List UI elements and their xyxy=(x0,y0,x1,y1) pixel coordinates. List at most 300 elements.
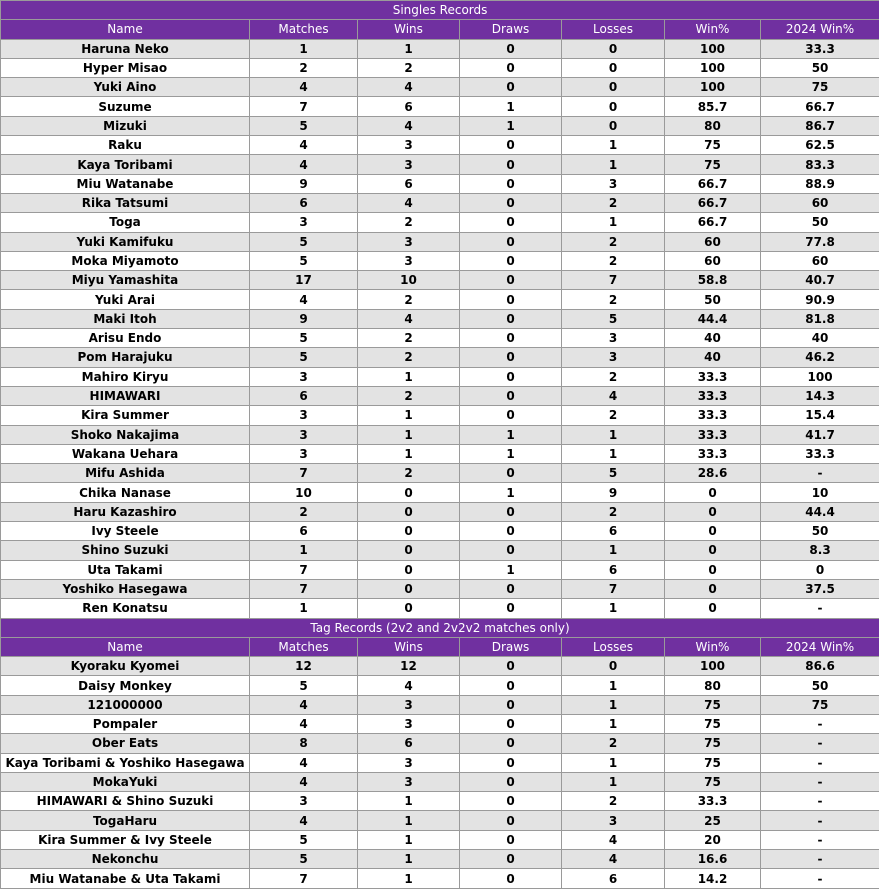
singles-cell-name: Uta Takami xyxy=(1,560,250,579)
singles-cell-losses: 5 xyxy=(562,309,665,328)
singles-cell-name: Suzume xyxy=(1,97,250,116)
tag-cell-2024-win-pct: - xyxy=(761,753,879,772)
singles-row xyxy=(1,232,879,251)
tag-cell-wins: 12 xyxy=(358,657,460,676)
singles-cell-2024-win-pct: 10 xyxy=(761,483,879,502)
singles-cell-wins: 3 xyxy=(358,232,460,251)
singles-cell-matches: 5 xyxy=(250,329,358,348)
singles-cell-matches: 4 xyxy=(250,155,358,174)
singles-cell-win-pct: 100 xyxy=(665,78,761,97)
tag-row xyxy=(1,772,879,791)
singles-cell-draws: 0 xyxy=(460,155,562,174)
singles-cell-name: Pom Harajuku xyxy=(1,348,250,367)
singles-row xyxy=(1,58,879,77)
tag-cell-draws: 0 xyxy=(460,753,562,772)
records-table-body xyxy=(1,1,879,889)
singles-cell-win-pct: 80 xyxy=(665,116,761,135)
singles-cell-draws: 0 xyxy=(460,309,562,328)
tag-row xyxy=(1,695,879,714)
tag-cell-name: Kyoraku Kyomei xyxy=(1,657,250,676)
tag-cell-wins: 1 xyxy=(358,830,460,849)
tag-cell-name: TogaHaru xyxy=(1,811,250,830)
singles-row xyxy=(1,39,879,58)
tag-cell-win-pct: 100 xyxy=(665,657,761,676)
singles-cell-losses: 1 xyxy=(562,155,665,174)
tag-row xyxy=(1,869,879,888)
tag-cell-matches: 5 xyxy=(250,830,358,849)
singles-cell-losses: 0 xyxy=(562,97,665,116)
singles-cell-matches: 2 xyxy=(250,58,358,77)
singles-cell-draws: 0 xyxy=(460,599,562,618)
singles-cell-losses: 7 xyxy=(562,579,665,598)
singles-cell-name: HIMAWARI xyxy=(1,386,250,405)
singles-cell-matches: 7 xyxy=(250,97,358,116)
singles-cell-wins: 0 xyxy=(358,599,460,618)
singles-cell-draws: 0 xyxy=(460,348,562,367)
header-draws: Draws xyxy=(460,20,562,39)
header-name: Name xyxy=(1,637,250,656)
singles-cell-2024-win-pct: 50 xyxy=(761,58,879,77)
singles-cell-2024-win-pct: 41.7 xyxy=(761,425,879,444)
tag-cell-name: MokaYuki xyxy=(1,772,250,791)
header-win-pct: Win% xyxy=(665,637,761,656)
header-wins: Wins xyxy=(358,637,460,656)
tag-cell-2024-win-pct: - xyxy=(761,772,879,791)
singles-cell-win-pct: 66.7 xyxy=(665,213,761,232)
singles-cell-wins: 0 xyxy=(358,502,460,521)
tag-row xyxy=(1,850,879,869)
singles-cell-2024-win-pct: 86.7 xyxy=(761,116,879,135)
singles-cell-losses: 2 xyxy=(562,406,665,425)
singles-cell-win-pct: 66.7 xyxy=(665,193,761,212)
header-losses: Losses xyxy=(562,20,665,39)
singles-cell-2024-win-pct: - xyxy=(761,599,879,618)
tag-cell-name: HIMAWARI & Shino Suzuki xyxy=(1,792,250,811)
tag-cell-matches: 5 xyxy=(250,676,358,695)
tag-cell-wins: 1 xyxy=(358,850,460,869)
singles-cell-losses: 1 xyxy=(562,213,665,232)
singles-row xyxy=(1,522,879,541)
singles-row xyxy=(1,193,879,212)
singles-cell-losses: 2 xyxy=(562,367,665,386)
singles-cell-matches: 1 xyxy=(250,39,358,58)
singles-cell-matches: 5 xyxy=(250,251,358,270)
singles-cell-matches: 7 xyxy=(250,579,358,598)
singles-cell-win-pct: 0 xyxy=(665,522,761,541)
singles-cell-win-pct: 33.3 xyxy=(665,386,761,405)
singles-cell-matches: 10 xyxy=(250,483,358,502)
tag-cell-draws: 0 xyxy=(460,695,562,714)
singles-cell-wins: 3 xyxy=(358,155,460,174)
singles-cell-losses: 7 xyxy=(562,271,665,290)
singles-cell-matches: 3 xyxy=(250,406,358,425)
tag-cell-losses: 1 xyxy=(562,695,665,714)
singles-cell-draws: 0 xyxy=(460,329,562,348)
tag-cell-losses: 1 xyxy=(562,772,665,791)
singles-row xyxy=(1,174,879,193)
singles-cell-2024-win-pct: 40 xyxy=(761,329,879,348)
singles-cell-win-pct: 100 xyxy=(665,39,761,58)
tag-cell-name: Nekonchu xyxy=(1,850,250,869)
singles-cell-win-pct: 33.3 xyxy=(665,406,761,425)
singles-row xyxy=(1,502,879,521)
tag-cell-win-pct: 75 xyxy=(665,734,761,753)
singles-cell-losses: 1 xyxy=(562,425,665,444)
singles-cell-draws: 1 xyxy=(460,116,562,135)
tag-cell-win-pct: 75 xyxy=(665,714,761,733)
tag-cell-losses: 4 xyxy=(562,830,665,849)
singles-cell-wins: 3 xyxy=(358,136,460,155)
tag-row xyxy=(1,753,879,772)
tag-cell-wins: 3 xyxy=(358,772,460,791)
tag-cell-losses: 1 xyxy=(562,753,665,772)
tag-row xyxy=(1,811,879,830)
singles-cell-win-pct: 33.3 xyxy=(665,367,761,386)
singles-cell-draws: 1 xyxy=(460,425,562,444)
singles-cell-matches: 5 xyxy=(250,348,358,367)
singles-cell-win-pct: 0 xyxy=(665,579,761,598)
singles-cell-name: Mizuki xyxy=(1,116,250,135)
singles-cell-2024-win-pct: 62.5 xyxy=(761,136,879,155)
tag-cell-2024-win-pct: - xyxy=(761,792,879,811)
singles-cell-name: Kira Summer xyxy=(1,406,250,425)
singles-cell-2024-win-pct: 100 xyxy=(761,367,879,386)
singles-cell-2024-win-pct: 14.3 xyxy=(761,386,879,405)
singles-row xyxy=(1,329,879,348)
singles-cell-draws: 0 xyxy=(460,541,562,560)
singles-row xyxy=(1,271,879,290)
singles-row xyxy=(1,599,879,618)
singles-cell-wins: 2 xyxy=(358,329,460,348)
singles-row xyxy=(1,251,879,270)
tag-cell-matches: 4 xyxy=(250,714,358,733)
singles-row xyxy=(1,97,879,116)
singles-cell-matches: 4 xyxy=(250,136,358,155)
tag-cell-win-pct: 75 xyxy=(665,695,761,714)
singles-cell-draws: 1 xyxy=(460,483,562,502)
singles-cell-losses: 1 xyxy=(562,599,665,618)
tag-row xyxy=(1,734,879,753)
tag-cell-wins: 3 xyxy=(358,695,460,714)
singles-cell-2024-win-pct: 90.9 xyxy=(761,290,879,309)
singles-cell-name: Hyper Misao xyxy=(1,58,250,77)
singles-row xyxy=(1,116,879,135)
singles-row xyxy=(1,78,879,97)
singles-cell-wins: 2 xyxy=(358,58,460,77)
singles-cell-wins: 4 xyxy=(358,78,460,97)
singles-cell-wins: 1 xyxy=(358,444,460,463)
tag-cell-draws: 0 xyxy=(460,772,562,791)
singles-cell-win-pct: 0 xyxy=(665,483,761,502)
singles-cell-losses: 1 xyxy=(562,541,665,560)
singles-cell-matches: 3 xyxy=(250,367,358,386)
singles-cell-name: Miu Watanabe xyxy=(1,174,250,193)
tag-cell-win-pct: 75 xyxy=(665,772,761,791)
singles-cell-wins: 2 xyxy=(358,464,460,483)
singles-cell-wins: 1 xyxy=(358,367,460,386)
singles-cell-2024-win-pct: 81.8 xyxy=(761,309,879,328)
tag-row xyxy=(1,676,879,695)
tag-cell-name: Ober Eats xyxy=(1,734,250,753)
singles-cell-losses: 9 xyxy=(562,483,665,502)
singles-row xyxy=(1,464,879,483)
singles-cell-win-pct: 75 xyxy=(665,155,761,174)
tag-cell-matches: 12 xyxy=(250,657,358,676)
singles-cell-losses: 0 xyxy=(562,39,665,58)
singles-title-row xyxy=(1,1,879,20)
singles-row xyxy=(1,348,879,367)
singles-cell-losses: 2 xyxy=(562,502,665,521)
singles-cell-draws: 0 xyxy=(460,193,562,212)
singles-cell-2024-win-pct: 0 xyxy=(761,560,879,579)
singles-cell-wins: 6 xyxy=(358,174,460,193)
singles-cell-losses: 3 xyxy=(562,329,665,348)
tag-cell-wins: 6 xyxy=(358,734,460,753)
singles-cell-2024-win-pct: 66.7 xyxy=(761,97,879,116)
singles-cell-draws: 0 xyxy=(460,502,562,521)
singles-cell-2024-win-pct: 33.3 xyxy=(761,444,879,463)
tag-cell-losses: 6 xyxy=(562,869,665,888)
singles-cell-draws: 1 xyxy=(460,444,562,463)
singles-cell-name: Yoshiko Hasegawa xyxy=(1,579,250,598)
singles-cell-wins: 2 xyxy=(358,348,460,367)
tag-cell-matches: 4 xyxy=(250,811,358,830)
singles-cell-name: Arisu Endo xyxy=(1,329,250,348)
tag-cell-name: Miu Watanabe & Uta Takami xyxy=(1,869,250,888)
tag-cell-matches: 7 xyxy=(250,869,358,888)
singles-cell-draws: 1 xyxy=(460,560,562,579)
singles-cell-win-pct: 0 xyxy=(665,560,761,579)
singles-cell-losses: 0 xyxy=(562,116,665,135)
singles-row xyxy=(1,483,879,502)
tag-cell-2024-win-pct: - xyxy=(761,830,879,849)
tag-cell-win-pct: 80 xyxy=(665,676,761,695)
singles-cell-wins: 0 xyxy=(358,522,460,541)
tag-cell-draws: 0 xyxy=(460,676,562,695)
singles-cell-win-pct: 33.3 xyxy=(665,444,761,463)
tag-cell-losses: 2 xyxy=(562,792,665,811)
tag-cell-draws: 0 xyxy=(460,714,562,733)
singles-cell-losses: 2 xyxy=(562,290,665,309)
singles-cell-win-pct: 0 xyxy=(665,599,761,618)
singles-cell-wins: 0 xyxy=(358,560,460,579)
singles-cell-2024-win-pct: 88.9 xyxy=(761,174,879,193)
tag-cell-name: Pompaler xyxy=(1,714,250,733)
tag-cell-2024-win-pct: 50 xyxy=(761,676,879,695)
tag-cell-win-pct: 25 xyxy=(665,811,761,830)
singles-cell-wins: 1 xyxy=(358,406,460,425)
header-wins: Wins xyxy=(358,20,460,39)
tag-cell-draws: 0 xyxy=(460,850,562,869)
singles-row xyxy=(1,425,879,444)
singles-cell-wins: 0 xyxy=(358,579,460,598)
header-matches: Matches xyxy=(250,20,358,39)
tag-cell-wins: 1 xyxy=(358,792,460,811)
singles-cell-win-pct: 60 xyxy=(665,232,761,251)
tag-cell-2024-win-pct: - xyxy=(761,734,879,753)
tag-cell-name: Kira Summer & Ivy Steele xyxy=(1,830,250,849)
singles-cell-matches: 1 xyxy=(250,541,358,560)
singles-cell-wins: 0 xyxy=(358,483,460,502)
singles-cell-win-pct: 40 xyxy=(665,329,761,348)
tag-cell-losses: 2 xyxy=(562,734,665,753)
tag-cell-2024-win-pct: - xyxy=(761,714,879,733)
singles-cell-matches: 4 xyxy=(250,290,358,309)
singles-cell-matches: 3 xyxy=(250,444,358,463)
singles-cell-losses: 2 xyxy=(562,193,665,212)
singles-cell-draws: 0 xyxy=(460,213,562,232)
singles-cell-losses: 3 xyxy=(562,348,665,367)
singles-cell-win-pct: 44.4 xyxy=(665,309,761,328)
singles-cell-name: Mahiro Kiryu xyxy=(1,367,250,386)
singles-cell-wins: 2 xyxy=(358,213,460,232)
tag-cell-losses: 3 xyxy=(562,811,665,830)
singles-cell-name: Maki Itoh xyxy=(1,309,250,328)
singles-cell-name: Yuki Kamifuku xyxy=(1,232,250,251)
tag-cell-draws: 0 xyxy=(460,657,562,676)
singles-cell-name: Kaya Toribami xyxy=(1,155,250,174)
singles-cell-2024-win-pct: 37.5 xyxy=(761,579,879,598)
singles-cell-win-pct: 60 xyxy=(665,251,761,270)
singles-cell-matches: 5 xyxy=(250,116,358,135)
header-draws: Draws xyxy=(460,637,562,656)
singles-cell-win-pct: 66.7 xyxy=(665,174,761,193)
header-2024-win-pct: 2024 Win% xyxy=(761,637,879,656)
tag-cell-2024-win-pct: 75 xyxy=(761,695,879,714)
tag-cell-win-pct: 20 xyxy=(665,830,761,849)
tag-cell-name: 121000000 xyxy=(1,695,250,714)
tag-row xyxy=(1,657,879,676)
singles-cell-name: Yuki Arai xyxy=(1,290,250,309)
singles-cell-2024-win-pct: 83.3 xyxy=(761,155,879,174)
singles-cell-win-pct: 0 xyxy=(665,541,761,560)
singles-cell-name: Yuki Aino xyxy=(1,78,250,97)
singles-cell-name: Wakana Uehara xyxy=(1,444,250,463)
singles-row xyxy=(1,309,879,328)
singles-cell-matches: 6 xyxy=(250,522,358,541)
singles-cell-wins: 10 xyxy=(358,271,460,290)
singles-cell-matches: 4 xyxy=(250,78,358,97)
singles-row xyxy=(1,386,879,405)
tag-cell-draws: 0 xyxy=(460,792,562,811)
tag-cell-2024-win-pct: - xyxy=(761,850,879,869)
singles-cell-name: Haruna Neko xyxy=(1,39,250,58)
singles-cell-matches: 3 xyxy=(250,213,358,232)
tag-cell-losses: 4 xyxy=(562,850,665,869)
singles-cell-wins: 2 xyxy=(358,386,460,405)
singles-cell-win-pct: 0 xyxy=(665,502,761,521)
singles-cell-wins: 2 xyxy=(358,290,460,309)
tag-cell-2024-win-pct: - xyxy=(761,811,879,830)
tag-cell-wins: 1 xyxy=(358,811,460,830)
singles-cell-win-pct: 33.3 xyxy=(665,425,761,444)
singles-cell-draws: 0 xyxy=(460,290,562,309)
singles-cell-losses: 0 xyxy=(562,78,665,97)
singles-cell-name: Mifu Ashida xyxy=(1,464,250,483)
tag-cell-wins: 4 xyxy=(358,676,460,695)
singles-cell-2024-win-pct: - xyxy=(761,464,879,483)
singles-cell-win-pct: 85.7 xyxy=(665,97,761,116)
singles-cell-losses: 0 xyxy=(562,58,665,77)
tag-cell-draws: 0 xyxy=(460,830,562,849)
tag-cell-matches: 8 xyxy=(250,734,358,753)
tag-cell-name: Kaya Toribami & Yoshiko Hasegawa xyxy=(1,753,250,772)
tag-title: Tag Records (2v2 and 2v2v2 matches only) xyxy=(1,618,879,637)
tag-cell-matches: 5 xyxy=(250,850,358,869)
singles-cell-draws: 0 xyxy=(460,78,562,97)
tag-header-row xyxy=(1,637,879,656)
tag-cell-matches: 4 xyxy=(250,753,358,772)
tag-row xyxy=(1,714,879,733)
singles-cell-draws: 0 xyxy=(460,386,562,405)
singles-cell-losses: 4 xyxy=(562,386,665,405)
singles-row xyxy=(1,541,879,560)
tag-cell-losses: 1 xyxy=(562,714,665,733)
singles-cell-draws: 0 xyxy=(460,232,562,251)
singles-cell-2024-win-pct: 50 xyxy=(761,213,879,232)
tag-cell-2024-win-pct: 86.6 xyxy=(761,657,879,676)
singles-cell-wins: 4 xyxy=(358,116,460,135)
singles-row xyxy=(1,444,879,463)
singles-row xyxy=(1,367,879,386)
singles-cell-losses: 6 xyxy=(562,522,665,541)
tag-title-row xyxy=(1,618,879,637)
singles-cell-losses: 2 xyxy=(562,232,665,251)
singles-row xyxy=(1,290,879,309)
singles-row xyxy=(1,406,879,425)
header-matches: Matches xyxy=(250,637,358,656)
singles-cell-draws: 0 xyxy=(460,136,562,155)
header-losses: Losses xyxy=(562,637,665,656)
singles-cell-win-pct: 58.8 xyxy=(665,271,761,290)
singles-cell-2024-win-pct: 77.8 xyxy=(761,232,879,251)
singles-cell-name: Chika Nanase xyxy=(1,483,250,502)
tag-cell-draws: 0 xyxy=(460,811,562,830)
singles-cell-2024-win-pct: 8.3 xyxy=(761,541,879,560)
singles-cell-matches: 7 xyxy=(250,464,358,483)
singles-cell-win-pct: 40 xyxy=(665,348,761,367)
singles-cell-losses: 1 xyxy=(562,136,665,155)
tag-cell-name: Daisy Monkey xyxy=(1,676,250,695)
singles-cell-name: Shoko Nakajima xyxy=(1,425,250,444)
tag-row xyxy=(1,830,879,849)
tag-cell-wins: 1 xyxy=(358,869,460,888)
singles-cell-name: Ivy Steele xyxy=(1,522,250,541)
singles-cell-matches: 6 xyxy=(250,386,358,405)
singles-cell-losses: 1 xyxy=(562,444,665,463)
singles-cell-draws: 0 xyxy=(460,58,562,77)
tag-cell-win-pct: 75 xyxy=(665,753,761,772)
singles-cell-2024-win-pct: 40.7 xyxy=(761,271,879,290)
singles-cell-matches: 9 xyxy=(250,174,358,193)
tag-cell-draws: 0 xyxy=(460,869,562,888)
singles-cell-wins: 4 xyxy=(358,193,460,212)
singles-cell-draws: 0 xyxy=(460,271,562,290)
singles-title: Singles Records xyxy=(1,1,879,20)
singles-row xyxy=(1,579,879,598)
singles-cell-name: Rika Tatsumi xyxy=(1,193,250,212)
singles-row xyxy=(1,155,879,174)
singles-cell-losses: 2 xyxy=(562,251,665,270)
tag-cell-2024-win-pct: - xyxy=(761,869,879,888)
tag-cell-win-pct: 16.6 xyxy=(665,850,761,869)
tag-cell-win-pct: 14.2 xyxy=(665,869,761,888)
singles-row xyxy=(1,560,879,579)
singles-cell-win-pct: 50 xyxy=(665,290,761,309)
tag-row xyxy=(1,792,879,811)
singles-cell-wins: 4 xyxy=(358,309,460,328)
singles-cell-losses: 5 xyxy=(562,464,665,483)
